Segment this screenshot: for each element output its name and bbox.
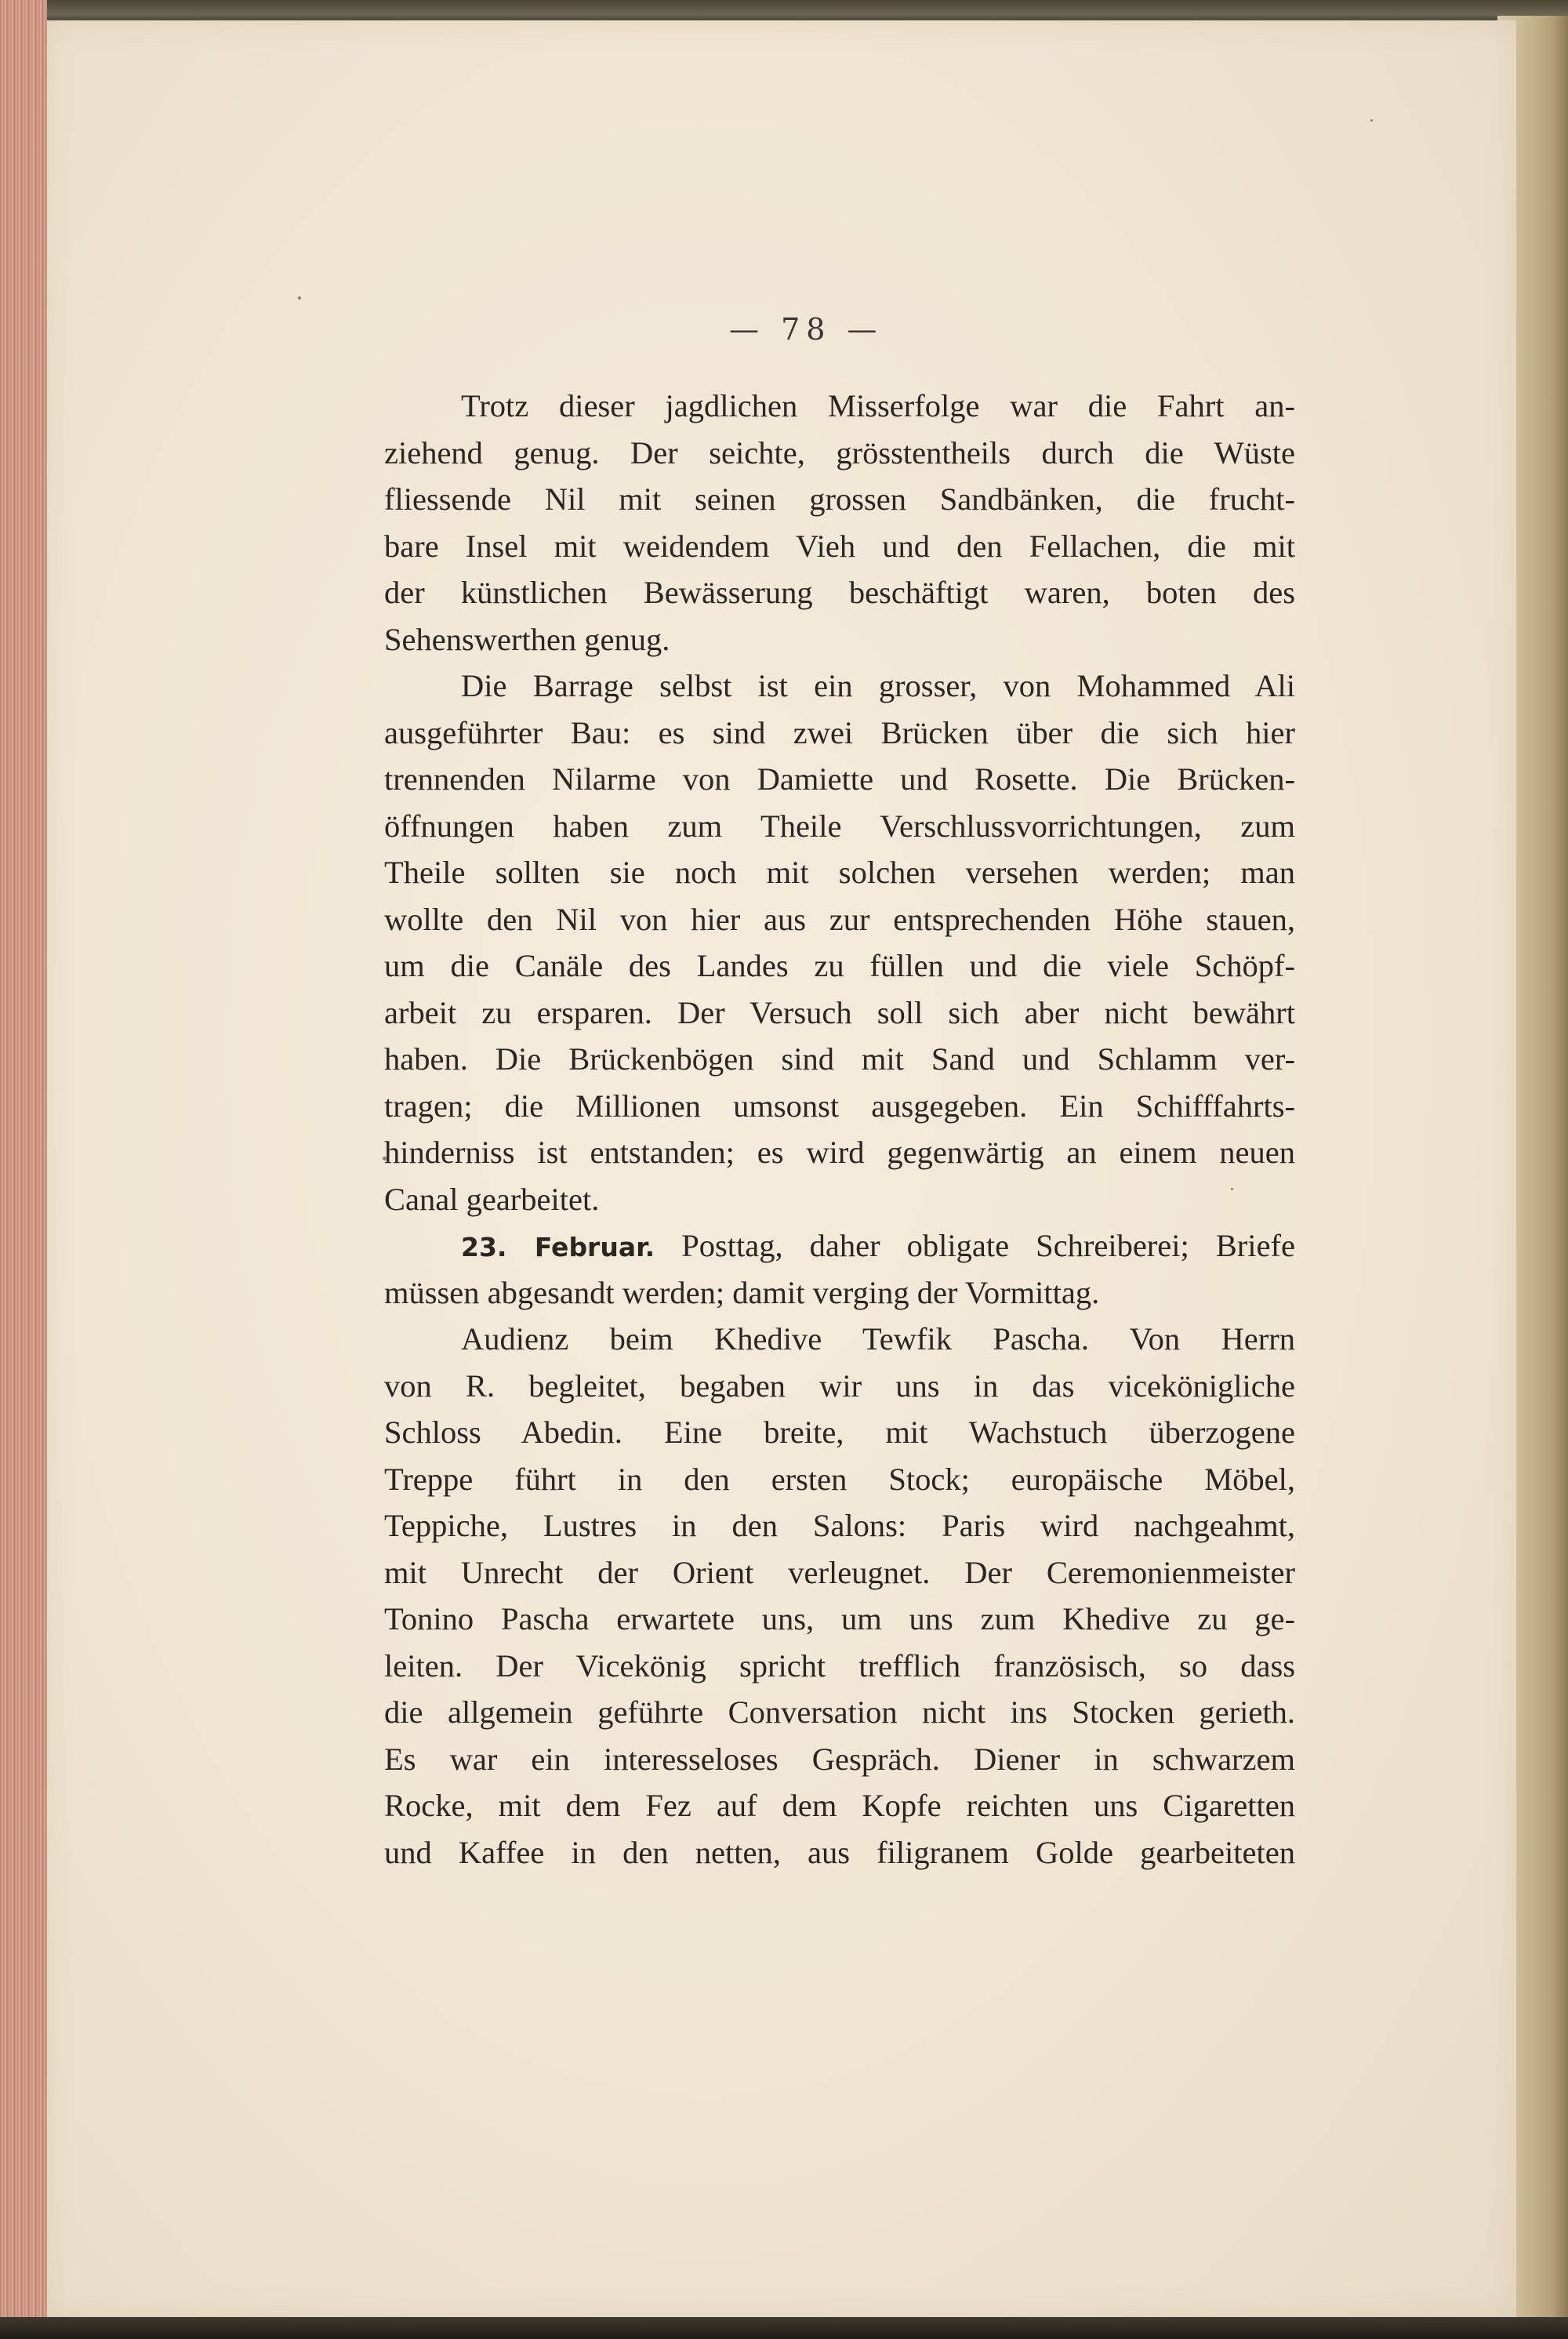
text-line <box>384 849 1295 896</box>
line-text: ziehend genug. Der seichte, grösstentheils durch die Wüste <box>384 434 1295 470</box>
text-line <box>384 383 1295 430</box>
text-line <box>384 756 1295 803</box>
text-line <box>384 1736 1295 1783</box>
text-line <box>384 616 1295 663</box>
line-text: Theile sollten sie noch mit solchen versehen werden; man <box>384 855 1295 890</box>
line-text: arbeit zu ersparen. Der Versuch soll sich aber nicht bewährt <box>384 994 1295 1030</box>
text-line <box>384 1409 1295 1456</box>
text-line <box>384 1222 1295 1269</box>
line-text: Audienz beim Khedive Tewfik Pascha. Von Herrn <box>461 1321 1295 1357</box>
paper-speck <box>1370 119 1373 122</box>
text-line <box>384 663 1295 710</box>
line-text: Schloss Abedin. Eine breite, mit Wachstuch überzogene <box>384 1415 1295 1450</box>
line-text: Sehenswerthen genug. <box>384 621 670 657</box>
line-text: trennenden Nilarme von Damiette und Rosette. Die Brücken- <box>384 761 1295 797</box>
line-text: müssen abgesandt werden; damit verging der Vormittag. <box>384 1274 1100 1310</box>
text-line <box>384 1502 1295 1549</box>
text-line <box>384 1643 1295 1690</box>
line-text: wollte den Nil von hier aus zur entsprechenden Höhe stauen, <box>384 901 1295 937</box>
entry-date: 23. Februar. <box>461 1232 655 1262</box>
text-line <box>384 1269 1295 1317</box>
line-text: von R. begleitet, begaben wir uns in das vicekönigliche <box>384 1367 1295 1404</box>
line-text: die allgemein geführte Conversation nicht ins Stocken gerieth. <box>384 1694 1295 1730</box>
line-text: Tonino Pascha erwartete uns, um uns zum Khedive zu ge- <box>384 1601 1295 1636</box>
text-line <box>384 1829 1295 1876</box>
text-line <box>384 1596 1295 1643</box>
text-line <box>384 1689 1295 1736</box>
text-line <box>384 569 1295 616</box>
text-line <box>384 476 1295 523</box>
line-text: haben. Die Brückenbögen sind mit Sand und Schlamm ver- <box>384 1041 1295 1077</box>
text-line <box>384 523 1295 570</box>
line-text: fliessende Nil mit seinen grossen Sandbänken, die frucht- <box>384 481 1295 517</box>
line-text: der künstlichen Bewässerung beschäftigt waren, boten des <box>384 575 1295 610</box>
text-line <box>384 1316 1295 1363</box>
line-text: Teppiche, Lustres in den Salons: Paris wird nachgeahmt, <box>384 1508 1295 1543</box>
line-text: Es war ein interesseloses Gespräch. Diener in schwarzem <box>384 1741 1295 1777</box>
line-text: Rocke, mit dem Fez auf dem Kopfe reichten uns Cigaretten <box>384 1788 1295 1823</box>
line-text: hinderniss ist entstanden; es wird gegenwärtig an einem neuen <box>384 1135 1295 1170</box>
line-text: um die Canäle des Landes zu füllen und die viele Schöpf- <box>384 948 1295 983</box>
text-line <box>384 943 1295 990</box>
text-line <box>384 1129 1295 1176</box>
text-line <box>384 1176 1295 1223</box>
line-text: Canal gearbeitet. <box>384 1181 600 1217</box>
text-line <box>384 1363 1295 1410</box>
line-text: Treppe führt in den ersten Stock; europäische Möbel, <box>384 1461 1295 1497</box>
text-line <box>384 1782 1295 1829</box>
line-text: Die Barrage selbst ist ein grosser, von Mohammed Ali <box>461 668 1295 703</box>
text-line <box>384 1083 1295 1130</box>
text-line <box>384 1036 1295 1083</box>
page-number: — 78 — <box>729 312 884 347</box>
text-line <box>384 430 1295 477</box>
line-text: ausgeführter Bau: es sind zwei Brücken über die sich hier <box>384 714 1295 750</box>
line-text: und Kaffee in den netten, aus filigranem Golde gearbeiteten <box>384 1834 1295 1870</box>
line-text: Trotz dieser jagdlichen Misserfolge war die Fahrt an- <box>461 388 1295 423</box>
text-line <box>384 990 1295 1037</box>
text-line <box>384 896 1295 943</box>
line-text: öffnungen haben zum Theile Verschlussvorrichtungen, zum <box>384 808 1295 844</box>
line-text: Posttag, daher obligate Schreiberei; Briefe <box>681 1228 1295 1263</box>
left-page-edges <box>0 0 47 2339</box>
text-line <box>384 1549 1295 1596</box>
text-line <box>384 803 1295 850</box>
line-text: leiten. Der Vicekönig spricht trefflich französisch, so dass <box>384 1647 1295 1683</box>
bottom-board-edge <box>0 2317 1568 2339</box>
body-text <box>384 383 1295 1876</box>
line-text: mit Unrecht der Orient verleugnet. Der Ceremonienmeister <box>384 1554 1295 1590</box>
text-line <box>384 1456 1295 1503</box>
line-text: tragen; die Millionen umsonst ausgegeben. Ein Schifffahrts- <box>384 1088 1295 1124</box>
line-text: bare Insel mit weidendem Vieh und den Fellachen, die mit <box>384 528 1295 564</box>
text-line <box>384 710 1295 757</box>
paper-speck <box>298 296 301 300</box>
